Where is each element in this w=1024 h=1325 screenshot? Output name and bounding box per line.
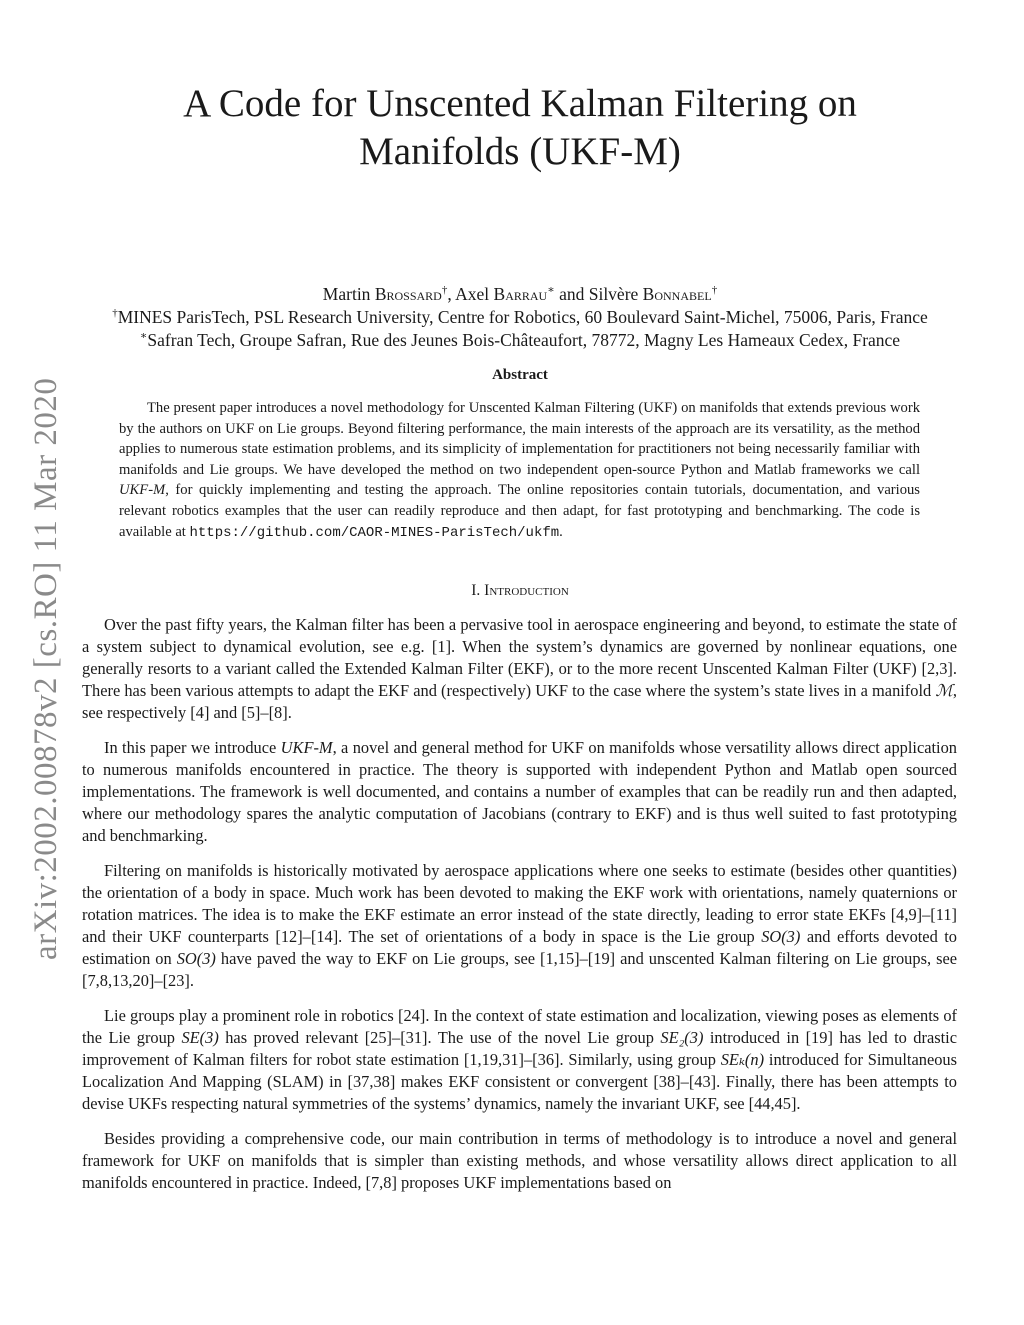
arxiv-identifier-stamp: arXiv:2002.00878v2 [cs.RO] 11 Mar 2020 [28, 377, 64, 960]
title-line-1: A Code for Unscented Kalman Filtering on [183, 82, 857, 125]
abstract-text: The present paper introduces a novel methodology for Unscented Kalman Filtering (UKF) on manifolds that extends previous work by the authors on UKF on Lie groups. Beyond filtering performance, the main interests of the approach are its versatility, as the method applies to numerous state estimation problems, and its simplicity of implementation for practitioners not being necessarily familiar with manifolds and Lie groups. We have developed the method on two independent open-source Python and Matlab frameworks we call UKF-M, for quickly implementing and testing the approach. The online repositories contain tutorials, documentation, and various relevant robotics examples that the user can readily reproduce and then adapt, for fast prototyping and benchmarking. The code is available at https://github.com/CAOR-MINES-ParisTech/ukfm. [119, 400, 920, 541]
paragraph-1: Over the past fifty years, the Kalman filter has been a pervasive tool in aerospace engineering and beyond, to estimate the state of a system subject to dynamical evolution, see e.g. [1]. When the system’s dynamics are governed by nonlinear equations, one generally resorts to a variant called the Extended Kalman Filter (EKF), or to the more recent Unscented Kalman Filter (UKF) [2,3]. There has been various attempts to adapt the EKF and (respectively) UKF to the case where the system’s state lives in a manifold ℳ, see respectively [4] and [5]–[8]. [82, 615, 957, 722]
manifold-symbol: ℳ [935, 681, 953, 700]
paragraph-5: Besides providing a comprehensive code, our main contribution in terms of methodology is to introduce a novel and general framework for UKF on manifolds that is simpler than existing methods, and whose versatility allows direct application to all manifolds encountered in practice. Indeed, [7,8] proposes UKF implementations based on [82, 1129, 957, 1192]
paragraph-4: Lie groups play a prominent role in robotics [24]. In the context of state estimation and localization, viewing poses as elements of the Lie group SE(3) has proved relevant [25]–[31]. The use of the novel Lie group SE₂(3) introduced in [19] has led to drastic improvement of Kalman filters for robot state estimation [1,19,31]–[36]. Similarly, using group SEₖ(n) introduced for Simultaneous Localization And Mapping (SLAM) in [37,38] makes EKF consistent or convergent [38]–[43]. Finally, there has been attempts to devise UKFs respecting natural symmetries of the systems’ dynamics, namely the invariant UKF, see [44,45]. [82, 1006, 957, 1113]
title-line-2: Manifolds (UKF-M) [359, 130, 681, 173]
ukfm-name: UKF-M [119, 482, 166, 499]
affiliation-safran: ∗Safran Tech, Groupe Safran, Rue des Jeunes Bois-Châteaufort, 78772, Magny Les Hameaux Cedex, France [139, 330, 901, 350]
author-block [60, 283, 980, 352]
paragraph-3: Filtering on manifolds is historically motivated by aerospace applications where one seeks to estimate (besides other quantities) the orientation of a body in space. Much work has been devoted to making the EKF work with orientations, namely quaternions or rotation matrices. The idea is to make the EKF estimate an error instead of the state directly, leading to error state EKFs [4,9]–[11] and their UKF counterparts [12]–[14]. The set of orientations of a body in space is the Lie group SO(3) and efforts devoted to estimation on SO(3) have paved the way to EKF on Lie groups, see [1,15]–[19] and unscented Kalman filtering on Lie groups, see [7,8,13,20]–[23]. [82, 861, 958, 990]
paragraph-2: In this paper we introduce UKF-M, a novel and general method for UKF on manifolds whose versatility allows direct application to numerous manifolds encountered in practice. The theory is supported with independent Python and Matlab open sourced implementations. The framework is well documented, and contains a number of examples that can be readily run and then adapted, where our methodology spares the analytic computation of Jacobians (contrary to EKF) and is thus well suited to fast prototyping and benchmarking. [82, 738, 957, 845]
author-barrau: Barrau [493, 284, 548, 304]
abstract-heading: Abstract [492, 367, 548, 383]
author-list: Martin Brossard†, Axel Barrau∗ and Silvère Bonnabel† [322, 284, 718, 304]
body-text [82, 614, 957, 1207]
affiliation-mines: †MINES ParisTech, PSL Research University, Centre for Robotics, 60 Boulevard Saint-Michel, 75006, Paris, France [112, 307, 928, 327]
repository-url[interactable]: https://github.com/CAOR-MINES-ParisTech/ukfm [189, 524, 560, 541]
section-heading-introduction: I. Introduction [471, 582, 569, 599]
paper-title [100, 80, 940, 176]
author-bonnabel: Bonnabel [642, 284, 712, 304]
author-brossard: Brossard [374, 284, 442, 304]
